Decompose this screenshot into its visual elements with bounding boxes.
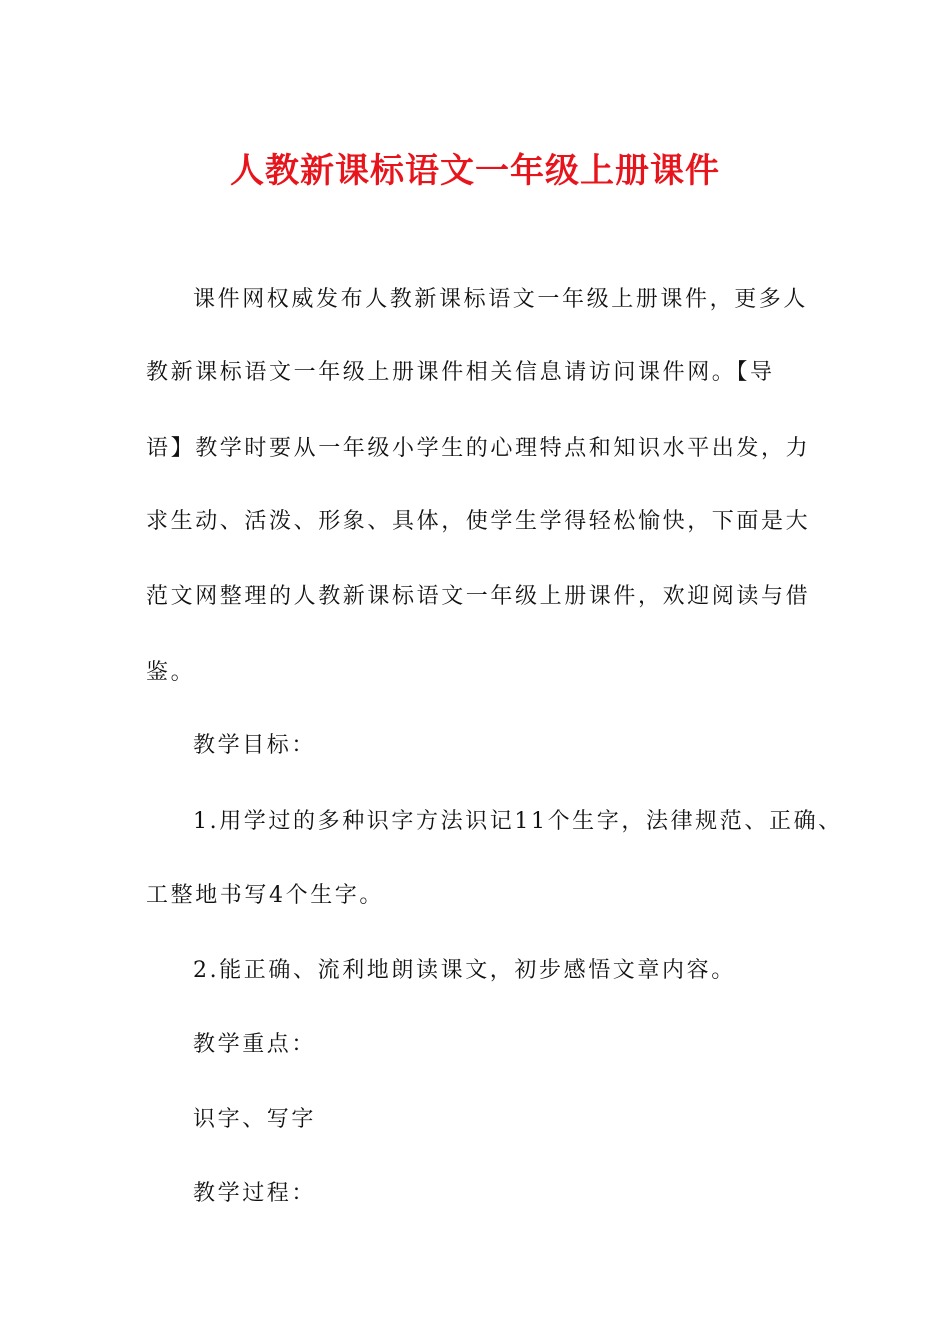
body-line-3: 语】教学时要从一年级小学生的心理特点和知识水平出发，力 [146, 436, 811, 461]
objective-1-line-1: 1.用学过的多种识字方法识记11个生字，法律规范、正确、 [193, 809, 843, 834]
document-title: 人教新课标语文一年级上册课件 [230, 151, 720, 191]
section-heading-key-points: 教学重点： [193, 1032, 317, 1057]
section-heading-objectives: 教学目标： [193, 733, 317, 758]
section-heading-process: 教学过程： [193, 1181, 317, 1206]
key-points-text: 识字、写字 [193, 1107, 317, 1132]
body-line-5: 范文网整理的人教新课标语文一年级上册课件，欢迎阅读与借 [146, 584, 811, 609]
body-line-2: 教新课标语文一年级上册课件相关信息请访问课件网。【导 [146, 360, 775, 385]
body-line-6: 鉴。 [146, 660, 196, 685]
body-line-1: 课件网权威发布人教新课标语文一年级上册课件，更多人 [193, 287, 809, 312]
body-line-4: 求生动、活泼、形象、具体，使学生学得轻松愉快，下面是大 [146, 509, 811, 534]
objective-1-line-2: 工整地书写4个生字。 [146, 883, 384, 908]
objective-2: 2.能正确、流利地朗读课文，初步感悟文章内容。 [193, 958, 736, 983]
